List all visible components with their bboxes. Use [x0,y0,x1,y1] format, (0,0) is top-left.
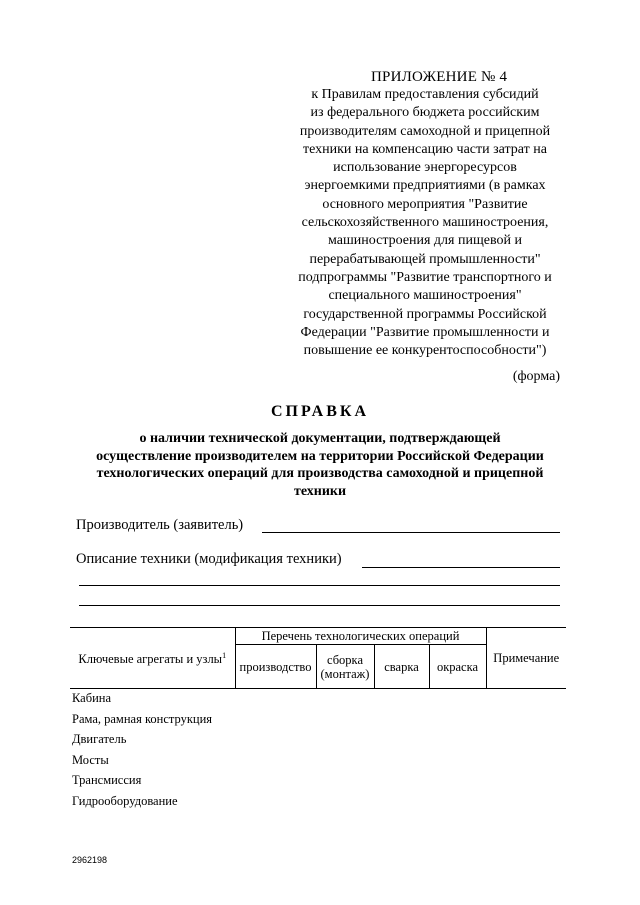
document-title: СПРАВКА [270,403,370,420]
appendix-line: сельскохозяйственного машиностроения, [301,215,549,231]
subtitle-line: технологических операций для производства самоходной и прицепной [96,466,544,481]
op-header-painting: окраска [429,645,486,689]
equipment-description-field[interactable] [362,567,560,568]
op-header-production: производство [235,645,316,689]
subtitle-line: техники [293,483,347,499]
equipment-description-field-line-2[interactable] [79,585,560,586]
appendix-line: к Правилам предоставления субсидий [311,87,539,102]
document-code: 2962198 [72,855,108,865]
unit-item: Рама, рамная конструкция [72,711,213,726]
op-header-welding: сварка [374,645,429,689]
unit-item: Кабина [72,691,112,705]
equipment-description-label: Описание техники (модификация техники) [76,551,342,567]
key-units-list [72,688,212,811]
appendix-line: государственной программы Российской [303,306,547,322]
appendix-line: подпрограммы "Развитие транспортного и [298,269,552,285]
unit-item: Гидрооборудование [72,793,178,808]
manufacturer-field[interactable] [262,532,560,533]
appendix-line: техники на компенсацию части затрат на [303,141,547,157]
unit-item: Мосты [72,752,109,767]
appendix-line: специального машиностроения" [328,288,522,304]
appendix-line: производителям самоходной и прицепной [299,123,551,139]
appendix-line: Федерации "Развитие промышленности и [300,324,550,340]
appendix-line: повышение ее конкурентоспособности") [303,343,547,359]
appendix-line: перерабатывающей промышленности" [309,251,541,267]
subtitle-line: осуществление производителем на территории Российской Федерации [96,448,544,464]
appendix-line: основного мероприятия "Развитие [322,196,528,212]
equipment-description-field-line-3[interactable] [79,605,560,606]
appendix-line: из федерального бюджета российским [310,105,540,121]
col-note-header: Примечание [486,628,566,689]
appendix-title: ПРИЛОЖЕНИЕ № 4 [371,69,508,85]
footnote-marker: 1 [222,651,227,661]
appendix-line: машиностроения для пищевой и [328,233,522,249]
unit-item: Трансмиссия [72,773,142,787]
manufacturer-label: Производитель (заявитель) [76,517,244,533]
col-units-header: Ключевые агрегаты и узлы$^1$ [70,628,235,689]
document-subtitle [60,430,580,500]
subtitle-line: о наличии технической документации, подтверждающей [139,431,501,446]
operations-table [70,627,566,689]
unit-item: Двигатель [72,732,127,746]
ops-group-header: Перечень технологических операций [235,628,486,645]
form-label: (форма) [512,369,560,384]
appendix-line: энергоемкими предприятиями (в рамках [304,178,546,194]
appendix-line: использование энергоресурсов [333,160,517,176]
op-header-assembly: сборка (монтаж) [316,645,374,689]
appendix-reference [280,86,570,360]
